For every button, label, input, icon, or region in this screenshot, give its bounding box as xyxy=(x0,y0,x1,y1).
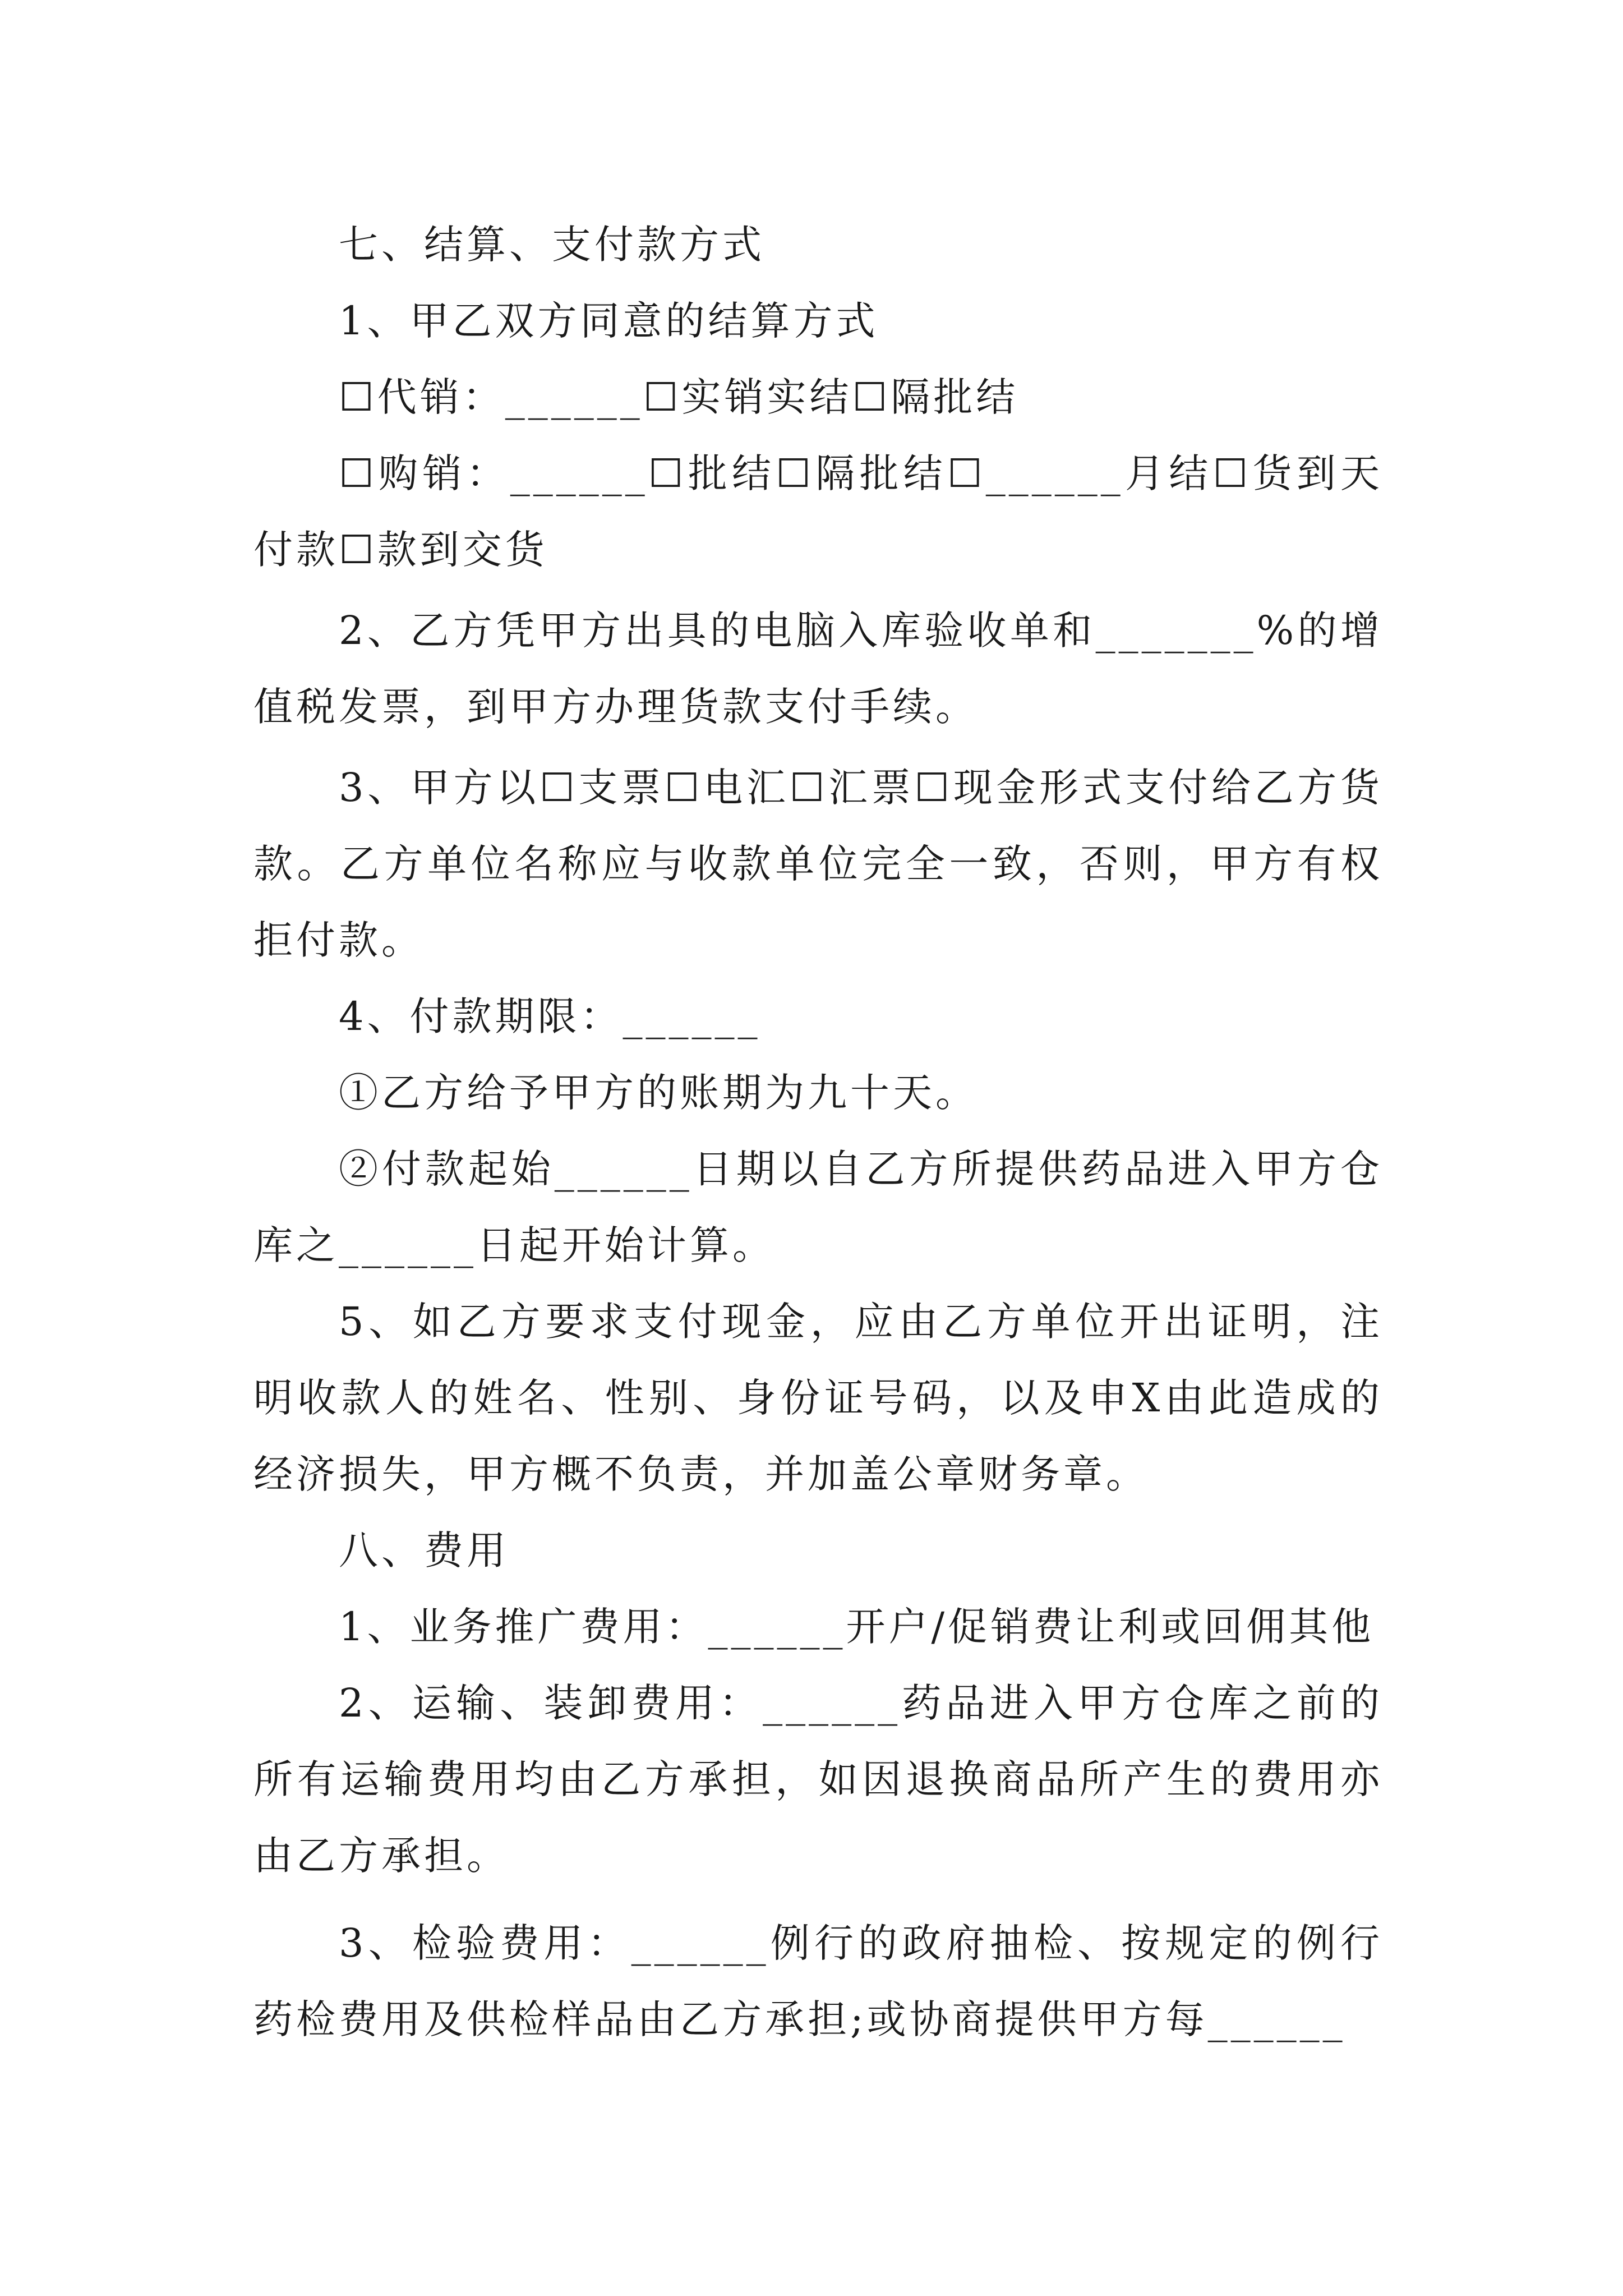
paragraph-invoice: 2、乙方凭甲方出具的电脑入库验收单和_______%的增值税发票，到甲方办理货款支付手续。 xyxy=(253,608,1383,730)
section-heading-settlement: 七、结算、支付款方式 xyxy=(339,222,765,268)
paragraph-credit-period: ①乙方给予甲方的账期为九十天。 xyxy=(339,1070,978,1116)
paragraph-purchase-options: ☐购销：______☐批结☐隔批结☐______月结☐货到天付款☐款到交货 xyxy=(253,450,1383,573)
paragraph-payment-term: 4、付款期限：______ xyxy=(339,993,761,1039)
paragraph-cash-payment: 5、如乙方要求支付现金，应由乙方单位开出证明，注明收款人的姓名、性别、身份证号码，以及申X由此造成的经济损失，甲方概不负责，并加盖公章财务章。 xyxy=(253,1299,1383,1497)
paragraph-payment-start: ②付款起始______日期以自乙方所提供药品进入甲方仓库之______日起开始计算。 xyxy=(253,1146,1383,1268)
paragraph-transport-fees: 2、运输、装卸费用：______药品进入甲方仓库之前的所有运输费用均由乙方承担，如因退换商品所产生的费用亦由乙方承担。 xyxy=(253,1680,1383,1879)
paragraph-consignment-options: ☐代销：______☐实销实结☐隔批结 xyxy=(339,374,1019,420)
section-heading-fees: 八、费用 xyxy=(339,1527,509,1573)
document-body xyxy=(253,206,1383,2058)
paragraph-promotion-fees: 1、业务推广费用：______开户/促销费让利或回佣其他 xyxy=(339,1604,1375,1650)
paragraph-settlement-method: 1、甲乙双方同意的结算方式 xyxy=(339,298,879,344)
paragraph-inspection-fees: 3、检验费用：______例行的政府抽检、按规定的例行药检费用及供检样品由乙方承担;或协商提供甲方每______ xyxy=(253,1920,1383,2042)
paragraph-payment-form: 3、甲方以☐支票☐电汇☐汇票☐现金形式支付给乙方货款。乙方单位名称应与收款单位完全一致，否则，甲方有权拒付款。 xyxy=(253,765,1383,963)
